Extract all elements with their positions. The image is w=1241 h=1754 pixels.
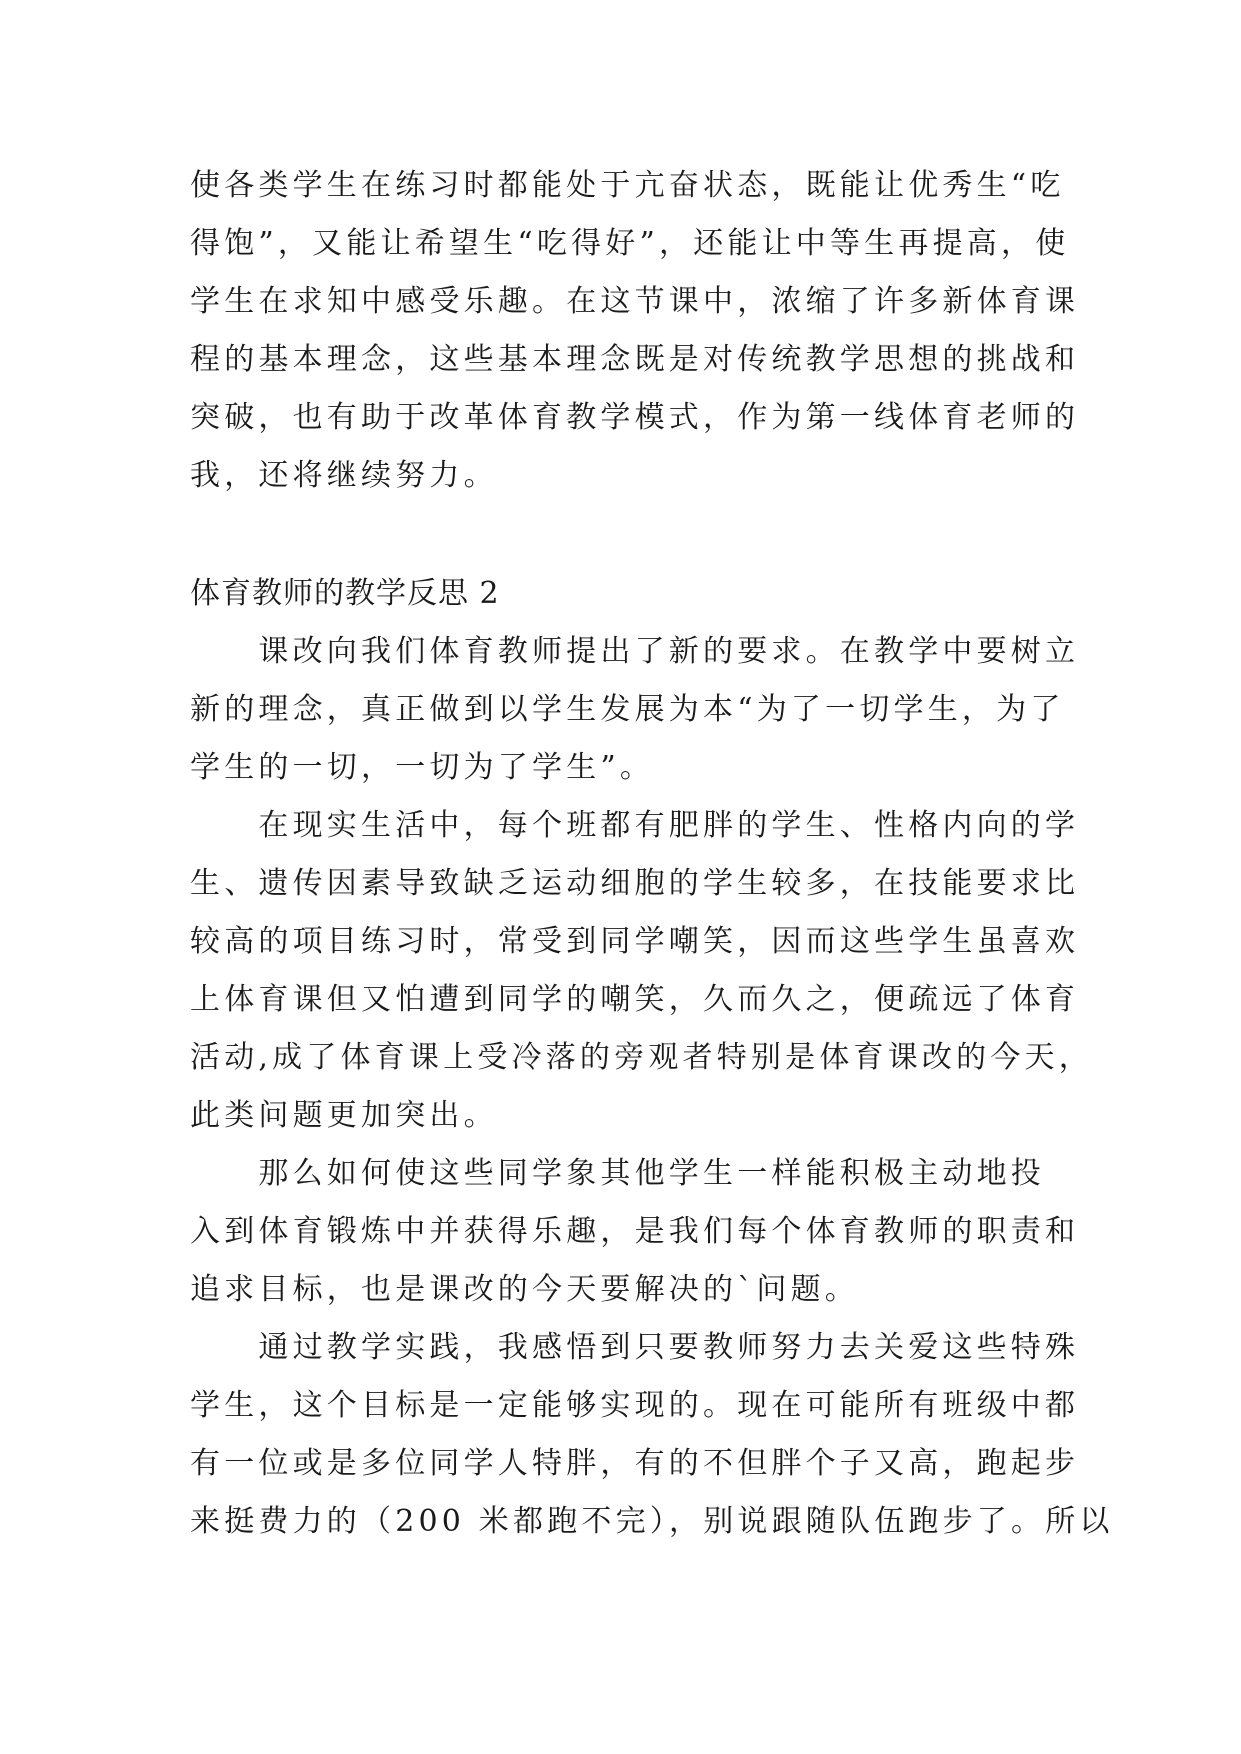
text-line: 较高的项目练习时，常受到同学嘲笑，因而这些学生虽喜欢 [190, 924, 1080, 959]
text-line: 得饱”，又能让希望生“吃得好”，还能让中等生再提高，使 [190, 226, 1070, 261]
text-line: 此类问题更加突出。 [190, 1098, 498, 1133]
text-line: 上体育课但又怕遭到同学的嘲笑，久而久之，便疏远了体育 [190, 982, 1080, 1017]
text-line: 学生，这个目标是一定能够实现的。现在可能所有班级中都 [190, 1388, 1080, 1423]
text-line: 入到体育锻炼中并获得乐趣，是我们每个体育教师的职责和 [190, 1214, 1080, 1249]
text-line: 来挺费力的（200 米都跑不完），别说跟随队伍跑步了。所以 [190, 1504, 1114, 1539]
text-line: 学生的一切，一切为了学生”。 [190, 750, 655, 785]
text-line: 在现实生活中，每个班都有肥胖的学生、性格内向的学 [190, 808, 1080, 843]
text-line: 通过教学实践，我感悟到只要教师努力去关爱这些特殊 [190, 1330, 1080, 1365]
text-line: 追求目标，也是课改的今天要解决的`问题。 [190, 1272, 859, 1307]
text-line: 那么如何使这些同学象其他学生一样能积极主动地投 [190, 1156, 1045, 1191]
text-line: 程的基本理念，这些基本理念既是对传统教学思想的挑战和 [190, 342, 1080, 377]
text-line: 有一位或是多位同学人特胖，有的不但胖个子又高，跑起步 [190, 1446, 1080, 1481]
text-line: 学生在求知中感受乐趣。在这节课中，浓缩了许多新体育课 [190, 284, 1080, 319]
section-heading: 体育教师的教学反思 2 [190, 576, 500, 611]
text-line: 活动,成了体育课上受冷落的旁观者特别是体育课改的今天， [190, 1040, 1093, 1075]
text-line: 生、遗传因素导致缺乏运动细胞的学生较多，在技能要求比 [190, 866, 1080, 901]
text-line: 使各类学生在练习时都能处于亢奋状态，既能让优秀生“吃 [190, 168, 1065, 203]
text-line: 课改向我们体育教师提出了新的要求。在教学中要树立 [190, 634, 1080, 669]
text-line: 突破，也有助于改革体育教学模式，作为第一线体育老师的 [190, 400, 1080, 435]
text-line: 新的理念，真正做到以学生发展为本“为了一切学生，为了 [190, 692, 1065, 727]
text-line: 我，还将继续努力。 [190, 458, 498, 493]
